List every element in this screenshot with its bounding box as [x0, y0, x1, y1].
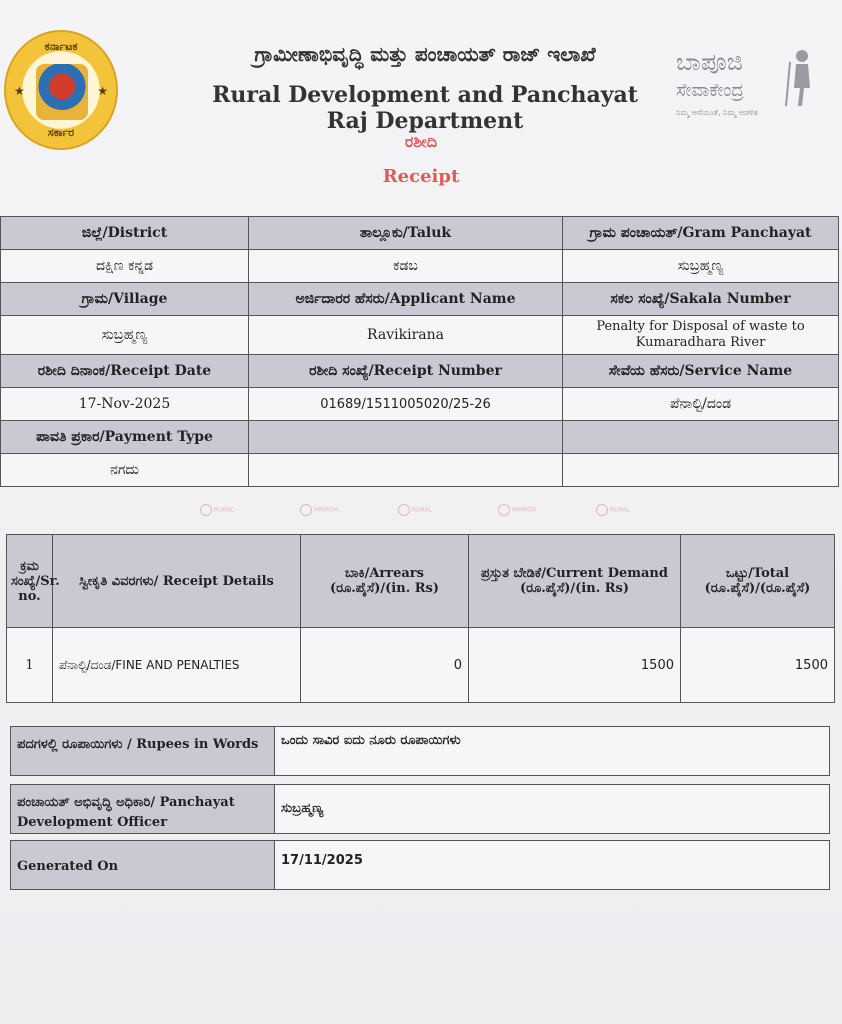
total-cell: 1500 [681, 628, 835, 703]
bapuji-logo-line2: ಸೇವಾಕೇಂದ್ರ [676, 80, 744, 101]
table-row [1, 421, 839, 454]
gandhi-figure-icon [782, 48, 816, 108]
service-name-value: ಪೆನಾಲ್ಟಿ/ದಂಡ [563, 388, 839, 421]
seal-bottom-text: ಸರ್ಕಾರ [47, 126, 75, 139]
table-row [1, 250, 839, 283]
watermark-logo-icon [596, 504, 608, 516]
generated-on-label: Generated On [11, 841, 275, 889]
star-icon: ★ [97, 84, 108, 98]
table-row [1, 355, 839, 388]
gram-panchayat-value: ಸುಬ್ರಹ್ಮಣ್ಯ [563, 250, 839, 283]
pdo-box [10, 784, 830, 834]
watermark-logo-icon [200, 504, 212, 516]
payment-type-label: ಪಾವತಿ ಪ್ರಕಾರ/Payment Type [1, 421, 249, 454]
bapuji-logo-tagline: ನಿಮ್ಮ ಆಸೆಯಂತೆ, ನಿಮ್ಮ ಆಡಳಿತ [676, 108, 758, 117]
applicant-name-label: ಅರ್ಜಿದಾರರ ಹೆಸರು/Applicant Name [249, 283, 563, 316]
gram-panchayat-label: ಗ್ರಾಮ ಪಂಚಾಯತ್/Gram Panchayat [563, 217, 839, 250]
current-demand-cell: 1500 [469, 628, 681, 703]
rural-mirror-watermark: RURAL [398, 504, 442, 522]
taluk-label: ತಾಲ್ಲೂಕು/Taluk [249, 217, 563, 250]
receipt-details-header: ಸ್ವೀಕೃತಿ ವಿವರಗಳು/ Receipt Details [53, 535, 301, 628]
payment-type-value: ನಗದು [1, 454, 249, 487]
rupees-in-words-box [10, 726, 830, 776]
table-row [1, 283, 839, 316]
generated-on-box [10, 840, 830, 890]
pdo-label: ಪಂಚಾಯತ್ ಅಭಿವೃದ್ಧಿ ಅಧಿಕಾರಿ/ Panchayat Development Officer [11, 785, 275, 833]
total-header: ಒಟ್ಟು/Total (ರೂ.ಪೈಸೆ)/(ರೂ.ಪೈಸೆ) [681, 535, 835, 628]
receipt-details-cell: ಪೆನಾಲ್ಟಿ/ದಂಡ/FINE AND PENALTIES [53, 628, 301, 703]
sr-no-header: ಕ್ರಮ ಸಂಖ್ಯೆ/Sr. no. [7, 535, 53, 628]
empty-cell [563, 421, 839, 454]
receipt-number-value: 01689/1511005020/25-26 [249, 388, 563, 421]
table-row [1, 388, 839, 421]
star-icon: ★ [14, 84, 25, 98]
table-row [1, 217, 839, 250]
empty-cell [249, 421, 563, 454]
table-row [1, 454, 839, 487]
bapuji-logo-line1: ಬಾಪೂಜಿ [676, 48, 743, 76]
current-demand-header: ಪ್ರಸ್ತುತ ಬೇಡಿಕೆ/Current Demand (ರೂ.ಪೈಸೆ)/(in. Rs) [469, 535, 681, 628]
table-row [1, 316, 839, 355]
rural-mirror-watermark: RURAL [596, 504, 640, 522]
receipt-date-value: 17-Nov-2025 [1, 388, 249, 421]
watermark-logo-icon [398, 504, 410, 516]
village-value: ಸುಬ್ರಹ್ಮಣ್ಯ [1, 316, 249, 355]
applicant-name-value: Ravikirana [249, 316, 563, 355]
receipt-date-label: ರಶೀದಿ ದಿನಾಂಕ/Receipt Date [1, 355, 249, 388]
district-label: ಜಿಲ್ಲೆ/District [1, 217, 249, 250]
empty-cell [249, 454, 563, 487]
generated-on-value: 17/11/2025 [275, 841, 829, 889]
district-value: ದಕ್ಷಿಣ ಕನ್ನಡ [1, 250, 249, 283]
receipt-heading-kannada: ರಶೀದಿ [404, 132, 438, 151]
arrears-header: ಬಾಕಿ/Arrears (ರೂ.ಪೈಸೆ)/(in. Rs) [301, 535, 469, 628]
service-name-label: ಸೇವೆಯ ಹೆಸರು/Service Name [563, 355, 839, 388]
rupees-in-words-value: ಒಂದು ಸಾವಿರ ಐದು ನೂರು ರೂಪಾಯಿಗಳು [275, 727, 829, 775]
sakala-number-value: Penalty for Disposal of waste to Kumaradhara River [563, 316, 839, 355]
receipt-info-table [0, 216, 839, 487]
pdo-value: ಸುಬ್ರಹ್ಮಣ್ಯ [275, 785, 829, 833]
receipt-details-table [6, 534, 835, 703]
watermark-logo-icon [498, 504, 510, 516]
watermark-logo-icon [300, 504, 312, 516]
taluk-value: ಕಡಬ [249, 250, 563, 283]
rural-mirror-watermark: RURAL [200, 504, 244, 522]
rural-mirror-watermark: MIRROR [300, 504, 344, 522]
table-row [7, 628, 835, 703]
table-header-row [7, 535, 835, 628]
state-emblem-icon [36, 64, 88, 120]
department-title-english: Rural Development and Panchayat Raj Department [212, 82, 638, 134]
rupees-in-words-label: ಪದಗಳಲ್ಲಿ ರೂಪಾಯಿಗಳು / Rupees in Words [11, 727, 275, 775]
village-label: ಗ್ರಾಮ/Village [1, 283, 249, 316]
receipt-number-label: ರಶೀದಿ ಸಂಖ್ಯೆ/Receipt Number [249, 355, 563, 388]
empty-cell [563, 454, 839, 487]
rural-mirror-watermark: MIRROR [498, 504, 542, 522]
sakala-number-label: ಸಕಲ ಸಂಖ್ಯೆ/Sakala Number [563, 283, 839, 316]
bapuji-sevakendra-logo [672, 48, 822, 120]
department-title-kannada: ಗ್ರಾಮೀಣಾಭಿವೃದ್ಧಿ ಮತ್ತು ಪಂಚಾಯತ್ ರಾಜ್ ಇಲಾಖೆ [254, 42, 596, 66]
receipt-heading-english: Receipt [382, 166, 460, 187]
arrears-cell: 0 [301, 628, 469, 703]
seal-top-text: ಕರ್ನಾಟಕ [44, 40, 78, 53]
sr-no-cell: 1 [7, 628, 53, 703]
